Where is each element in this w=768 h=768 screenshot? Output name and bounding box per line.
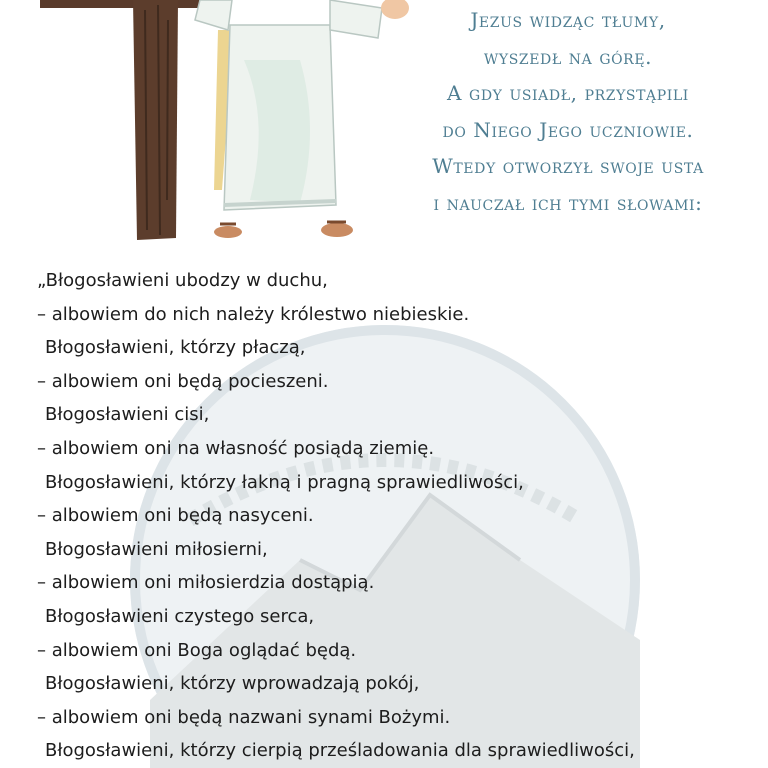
- jesus-with-cross-illustration: [0, 0, 420, 250]
- left-sleeve: [195, 0, 232, 30]
- intro-line: i nauczał ich tymi słowami:: [433, 190, 703, 215]
- intro-text: [418, 2, 718, 221]
- beatitudes-text: [37, 264, 752, 768]
- verse-line: – albowiem oni Boga oglądać będą.: [37, 639, 357, 661]
- verse-line: – albowiem oni będą nasyceni.: [37, 505, 314, 527]
- verse-line: Błogosławieni miłosierni,: [45, 538, 268, 560]
- intro-line: do Niego Jego uczniowie.: [442, 117, 694, 142]
- verse-line: – albowiem do nich należy królestwo niebieskie.: [37, 303, 470, 325]
- intro-line: A gdy usiadł, przystąpili: [447, 81, 689, 105]
- intro-line: Jezus widząc tłumy,: [470, 8, 666, 32]
- verse-line: – albowiem oni będą nazwani synami Bożymi.: [37, 706, 451, 728]
- verse-line: Błogosławieni, którzy cierpią prześladowania dla sprawiedliwości,: [45, 740, 635, 762]
- verse-line: Błogosławieni, którzy płaczą,: [45, 337, 306, 359]
- verse-line: – albowiem oni miłosierdzia dostąpią.: [37, 572, 375, 594]
- verse-line: – albowiem oni będą pocieszeni.: [37, 370, 329, 392]
- verse-line: „Błogosławieni ubodzy w duchu,: [37, 270, 328, 291]
- cross-vertical-beam: [133, 0, 178, 240]
- intro-line: Wtedy otworzył swoje usta: [432, 154, 704, 178]
- verse-line: Błogosławieni cisi,: [45, 404, 210, 426]
- left-foot: [214, 226, 242, 238]
- verse-line: Błogosławieni, którzy wprowadzają pokój,: [45, 673, 420, 695]
- intro-line: wyszedł na górę.: [483, 44, 653, 69]
- verse-line: Błogosławieni czystego serca,: [45, 605, 315, 627]
- cross-horizontal-beam: [40, 0, 210, 8]
- right-foot: [321, 223, 353, 237]
- verse-line: Błogosławieni, którzy łakną i pragną sprawiedliwości,: [45, 471, 524, 493]
- right-sleeve: [330, 0, 382, 38]
- raised-hand: [381, 0, 409, 19]
- verse-line: – albowiem oni na własność posiądą ziemię.: [37, 437, 435, 459]
